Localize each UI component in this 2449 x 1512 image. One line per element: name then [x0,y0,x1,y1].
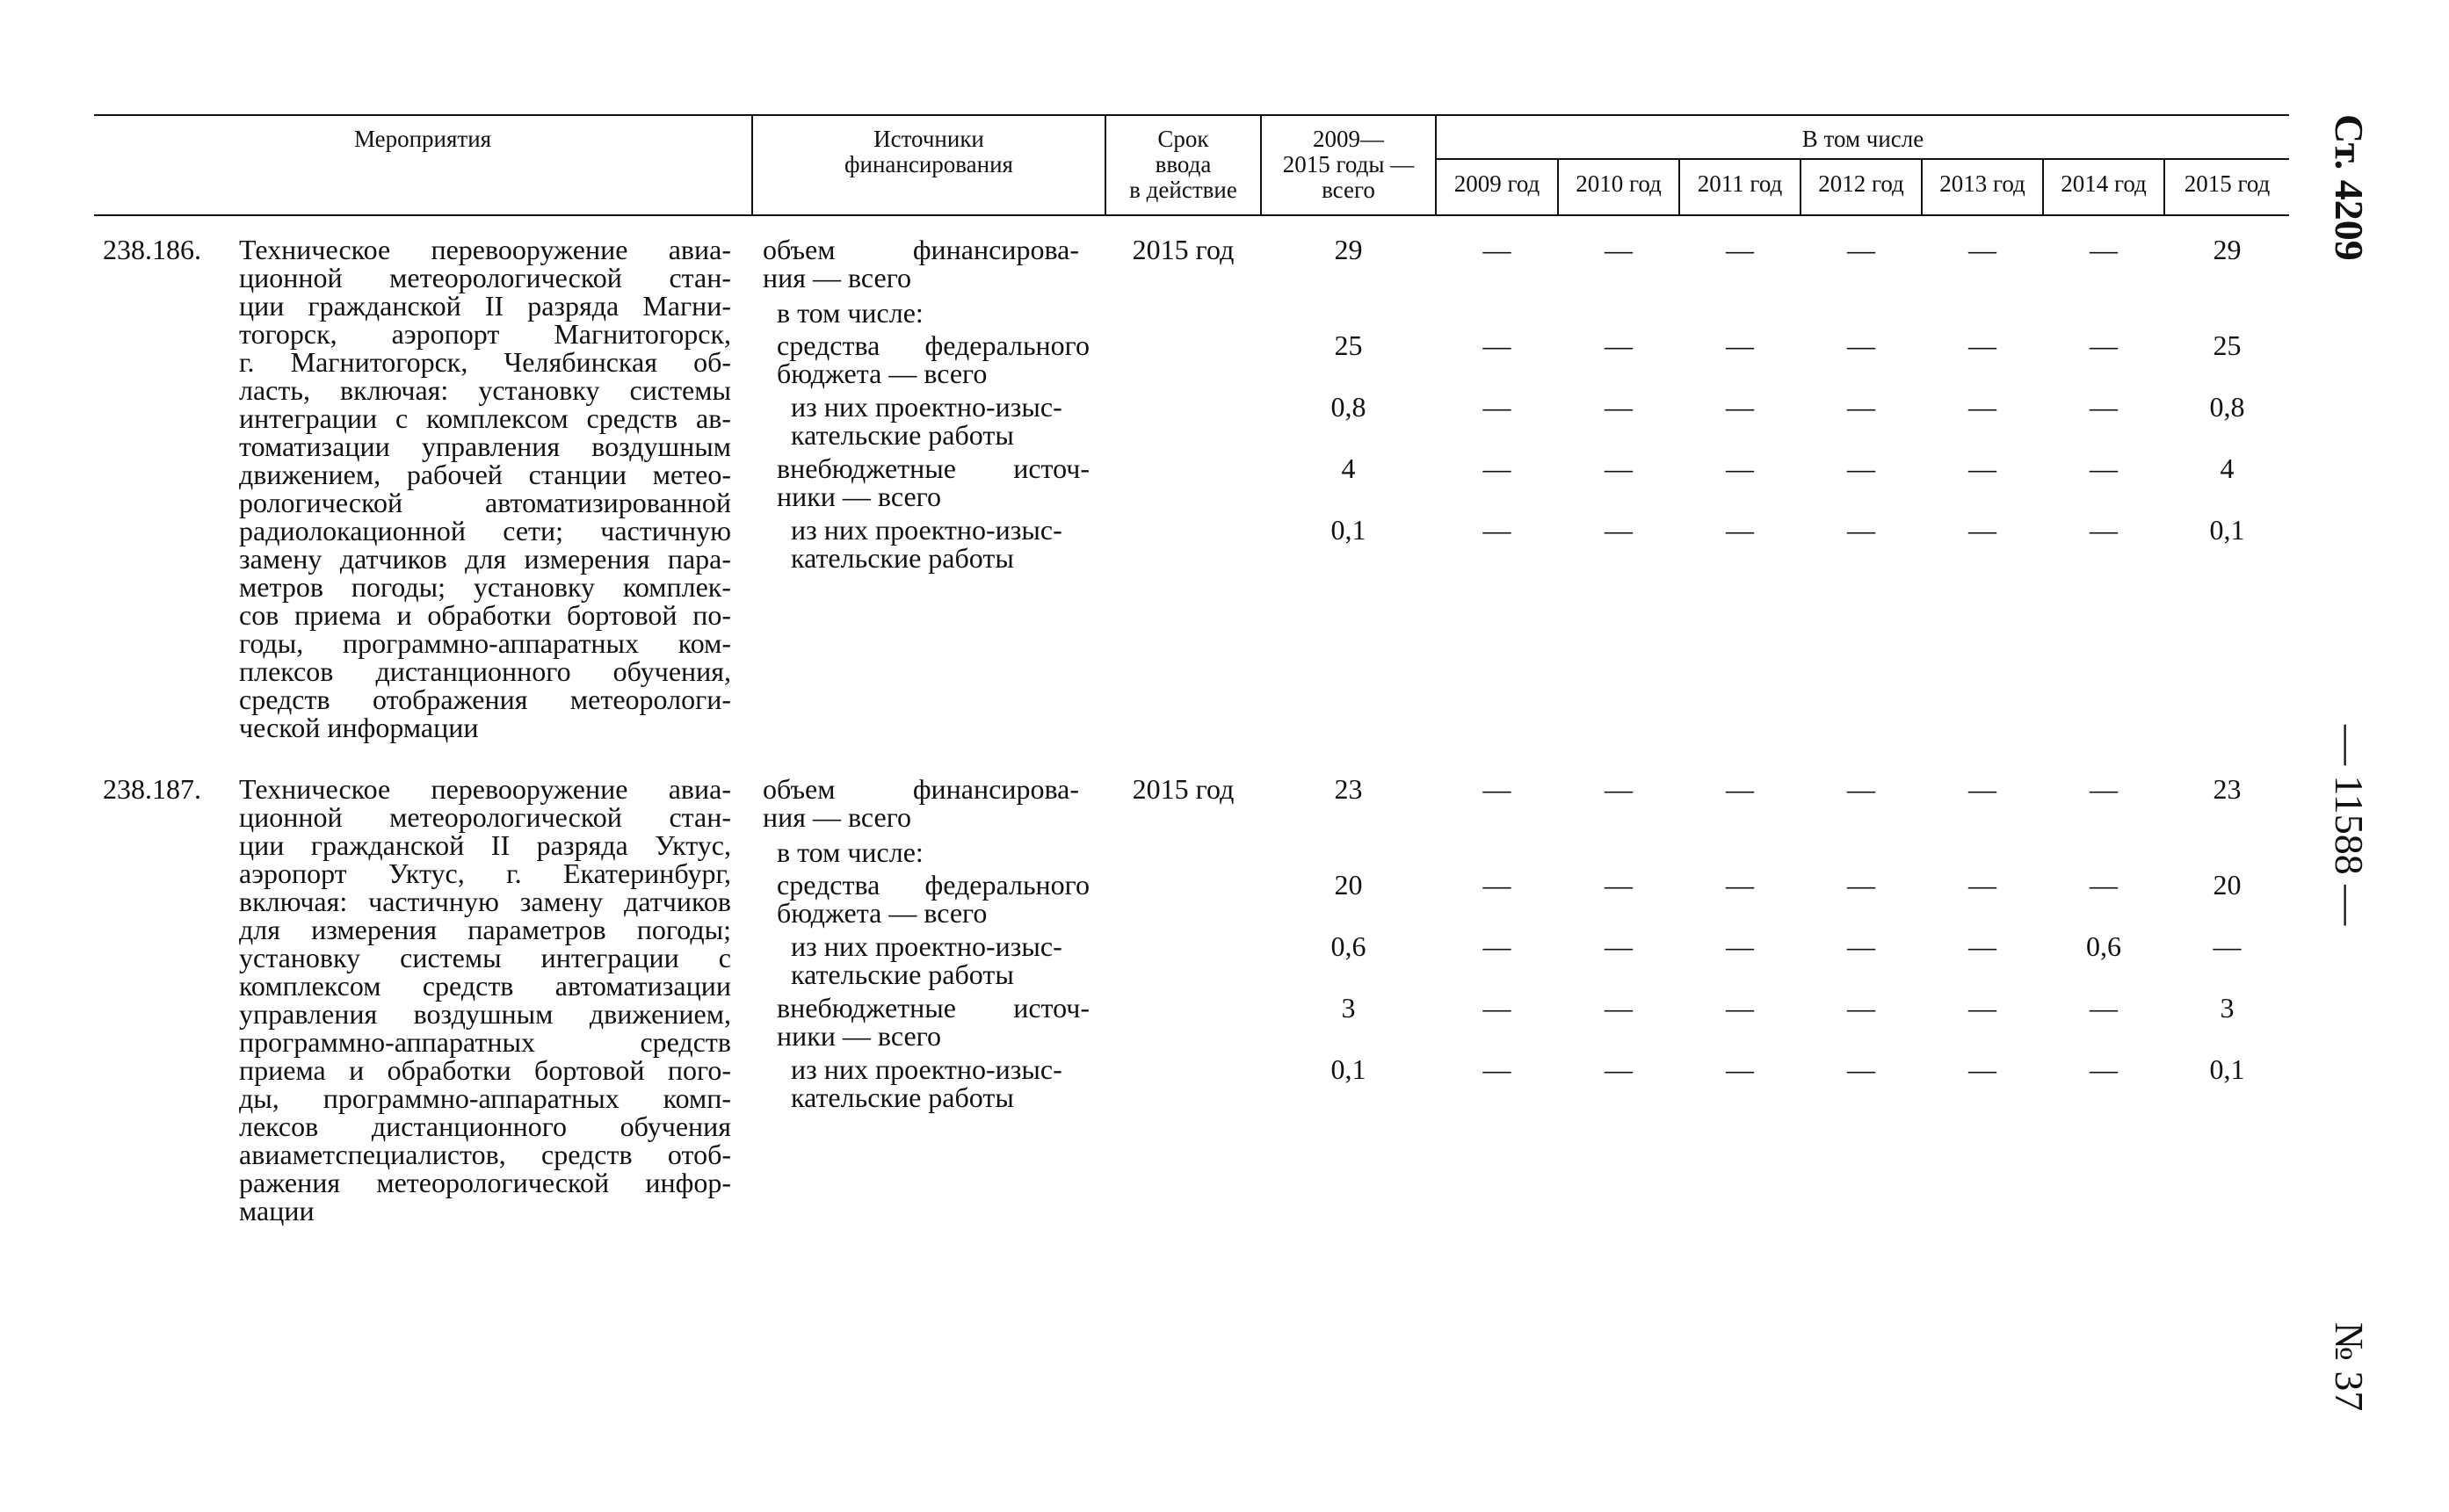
value-year: — [2090,992,2118,1024]
description-line: метров погоды; установку комплек- [239,571,731,603]
value-year: — [2090,773,2118,805]
value-year: — [1726,391,1754,423]
description-line: Техническое перевооружение авиа- [239,234,731,265]
value-year: 0,1 [2209,514,2245,546]
source-line: из них проектно-изыс- [791,1053,1062,1085]
description-line: годы, программно-аппаратных ком- [239,627,731,659]
value-year: 0,6 [2086,930,2121,962]
value-year: — [2090,329,2118,361]
header-year-2009: 2009 год [1453,170,1540,197]
value-year: — [1605,514,1633,546]
source-line: в том числе: [777,836,924,868]
description-line: плексов дистанционного обучения, [239,655,731,687]
source-line: в том числе: [777,297,924,329]
value-year: — [1726,869,1754,901]
row-deadline: 2015 год [1132,773,1235,805]
source-block [763,235,1079,292]
value-year: 20 [2213,869,2242,901]
value-year: — [1726,1053,1754,1085]
source-line: средства федерального [777,869,1090,901]
header-including-text: В том числе [1801,126,1924,152]
value-year: 29 [2213,234,2242,265]
source-block [777,299,1093,327]
value-year: — [1482,234,1511,265]
source-line: объем финансирова- [763,773,1079,805]
issue-number: № 37 [2327,1322,2372,1412]
header-total-line: 2009— [1313,126,1384,152]
source-line: средства федерального [777,329,1090,361]
value-year: — [1482,992,1511,1024]
value-year: — [1605,1053,1633,1085]
source-line: кательские работы [791,1082,1014,1113]
source-block [777,994,1090,1050]
description-line: управления воздушным движением, [239,998,731,1030]
description-line: средств отображения метеорологи- [239,684,731,715]
description-line: радиолокационной сети; частичную [239,515,731,546]
description-line: мации [239,1195,315,1226]
value-year: — [1726,992,1754,1024]
source-block [777,838,1093,866]
header-sources-line: финансирования [844,151,1013,177]
source-line: ники — всего [777,1020,941,1052]
header-deadline-line: Срок [1157,126,1209,152]
value-year: — [1968,452,1996,484]
header-year-2014: 2014 год [2061,170,2147,197]
value-total: 25 [1334,329,1363,361]
value-total: 0,1 [1330,1053,1366,1085]
value-year: — [1726,773,1754,805]
description-line: ласть, включая: установку системы [239,374,731,406]
value-year: — [1968,234,1996,265]
value-year: — [1847,869,1875,901]
source-block [791,516,1107,572]
header-bottom-rule [94,214,2289,216]
header-events-text: Мероприятия [353,126,492,152]
page-number: — 11588 — [2327,725,2372,926]
value-year: — [1847,1053,1875,1085]
description-line: программно-аппаратных средств [239,1026,731,1058]
value-year: — [1968,391,1996,423]
value-year: — [1968,992,1996,1024]
description-line: замену датчиков для измерения пара- [239,543,731,575]
value-year: — [1847,329,1875,361]
value-year: — [1605,869,1633,901]
source-line: из них проектно-изыс- [791,930,1062,962]
header-events [94,127,751,152]
description-line: сов приема и обработки бортовой по- [239,599,731,631]
value-total: 20 [1334,869,1363,901]
description-line: ческой информации [239,712,479,743]
value-year: — [1605,234,1633,265]
description-line: авиаметспециалистов, средств отоб- [239,1139,731,1170]
value-year: — [1968,773,1996,805]
description-line: томатизации управления воздушным [239,430,731,462]
value-year: 0,8 [2209,391,2245,423]
value-total: 0,8 [1330,391,1366,423]
value-year: — [2090,452,2118,484]
article-number: Ст. 4209 [2327,114,2372,261]
header-year-2011: 2011 год [1697,170,1783,197]
description-line: тогорск, аэропорт Магнитогорск, [239,318,731,350]
source-line: из них проектно-изыс- [791,514,1062,546]
value-year: — [1605,329,1633,361]
description-line: комплексом средств автоматизации [239,970,731,1002]
value-year: — [1726,329,1754,361]
value-year: — [1482,329,1511,361]
source-line: кательские работы [791,959,1014,990]
value-total: 29 [1334,234,1363,265]
value-year: — [1726,234,1754,265]
header-year-2012: 2012 год [1818,170,1904,197]
value-year: — [2090,869,2118,901]
value-year: — [1482,452,1511,484]
row-number: 238.187. [103,773,201,805]
value-year: — [2090,234,2118,265]
header-sources [753,127,1105,177]
description-line: ражения метеорологической инфор- [239,1167,731,1198]
description-line: Техническое перевооружение авиа- [239,773,731,805]
source-line: ния — всего [763,262,912,293]
value-year: — [1482,773,1511,805]
value-year: — [1726,930,1754,962]
value-year: — [1726,514,1754,546]
header-total-line: всего [1322,177,1375,203]
row-description [239,235,731,742]
source-line: бюджета — всего [777,897,988,929]
source-block [791,393,1107,449]
value-year: 3 [2220,992,2235,1024]
value-total: 0,6 [1330,930,1366,962]
value-year: — [1482,869,1511,901]
value-year: — [1968,1053,1996,1085]
value-year: — [1968,329,1996,361]
description-line: аэропорт Уктус, г. Екатеринбург, [239,857,731,889]
value-year: — [1847,992,1875,1024]
value-year: — [2090,514,2118,546]
header-top-rule [94,114,2289,116]
value-year: — [1968,930,1996,962]
value-year: — [1847,452,1875,484]
description-line: ции гражданской II разряда Уктус, [239,829,731,861]
value-year: — [2090,1053,2118,1085]
source-line: кательские работы [791,419,1014,451]
header-total [1262,127,1435,203]
value-year: — [1847,391,1875,423]
value-year: — [1605,452,1633,484]
value-year: — [2090,391,2118,423]
header-total-line: 2015 годы — [1282,151,1415,177]
header-deadline [1106,127,1260,203]
description-line: установку системы интеграции с [239,942,731,973]
value-year: — [2213,930,2242,962]
source-line: внебюджетные источ- [777,992,1090,1024]
value-year: — [1968,869,1996,901]
row-number: 238.186. [103,234,201,265]
value-year: — [1847,514,1875,546]
description-line: движением, рабочей станции метео- [239,459,731,490]
value-year: — [1482,514,1511,546]
value-year: 4 [2220,452,2235,484]
value-year: — [1482,391,1511,423]
description-line: включая: частичную замену датчиков [239,886,731,917]
value-year: — [1968,514,1996,546]
source-block [791,932,1107,988]
source-block [777,871,1090,927]
description-line: ции гражданской II разряда Магни- [239,290,731,322]
value-year: — [1605,992,1633,1024]
source-line: из них проектно-изыс- [791,391,1062,423]
source-block [763,775,1079,831]
source-block [791,1055,1107,1111]
source-block [777,454,1090,510]
value-year: 25 [2213,329,2242,361]
source-block [777,331,1090,387]
row-description [239,775,731,1225]
value-year: — [1482,930,1511,962]
source-line: объем финансирова- [763,234,1079,265]
value-year: — [1847,234,1875,265]
value-year: — [1605,930,1633,962]
value-year: 23 [2213,773,2242,805]
source-line: ники — всего [777,481,941,512]
header-subrule [1435,158,2289,160]
description-line: ды, программно-аппаратных комп- [239,1082,731,1114]
description-line: приема и обработки бортовой пого- [239,1054,731,1086]
source-line: кательские работы [791,542,1014,574]
header-including [1437,127,2289,152]
value-year: — [1726,452,1754,484]
description-line: г. Магнитогорск, Челябинская об- [239,346,731,378]
row-deadline: 2015 год [1132,234,1235,265]
description-line: ционной метеорологической стан- [239,801,731,833]
header-year-2010: 2010 год [1576,170,1662,197]
header-deadline-line: в действие [1129,177,1237,203]
value-year: — [1605,391,1633,423]
header-year-2015: 2015 год [2184,170,2271,197]
value-year: 0,1 [2209,1053,2245,1085]
value-total: 4 [1341,452,1356,484]
description-line: для измерения параметров погоды; [239,914,731,945]
source-line: бюджета — всего [777,358,988,389]
header-deadline-line: ввода [1155,151,1212,177]
description-line: ционной метеорологической стан- [239,262,731,293]
description-line: рологической автоматизированной [239,487,731,518]
description-line: интеграции с комплексом средств ав- [239,402,731,434]
value-year: — [1605,773,1633,805]
value-total: 0,1 [1330,514,1366,546]
source-line: ния — всего [763,801,912,833]
description-line: лексов дистанционного обучения [239,1110,731,1142]
value-year: — [1482,1053,1511,1085]
header-year-2013: 2013 год [1939,170,2025,197]
value-year: — [1847,773,1875,805]
header-sources-line: Источники [873,126,984,152]
source-line: внебюджетные источ- [777,452,1090,484]
value-total: 23 [1334,773,1363,805]
value-total: 3 [1341,992,1356,1024]
value-year: — [1847,930,1875,962]
